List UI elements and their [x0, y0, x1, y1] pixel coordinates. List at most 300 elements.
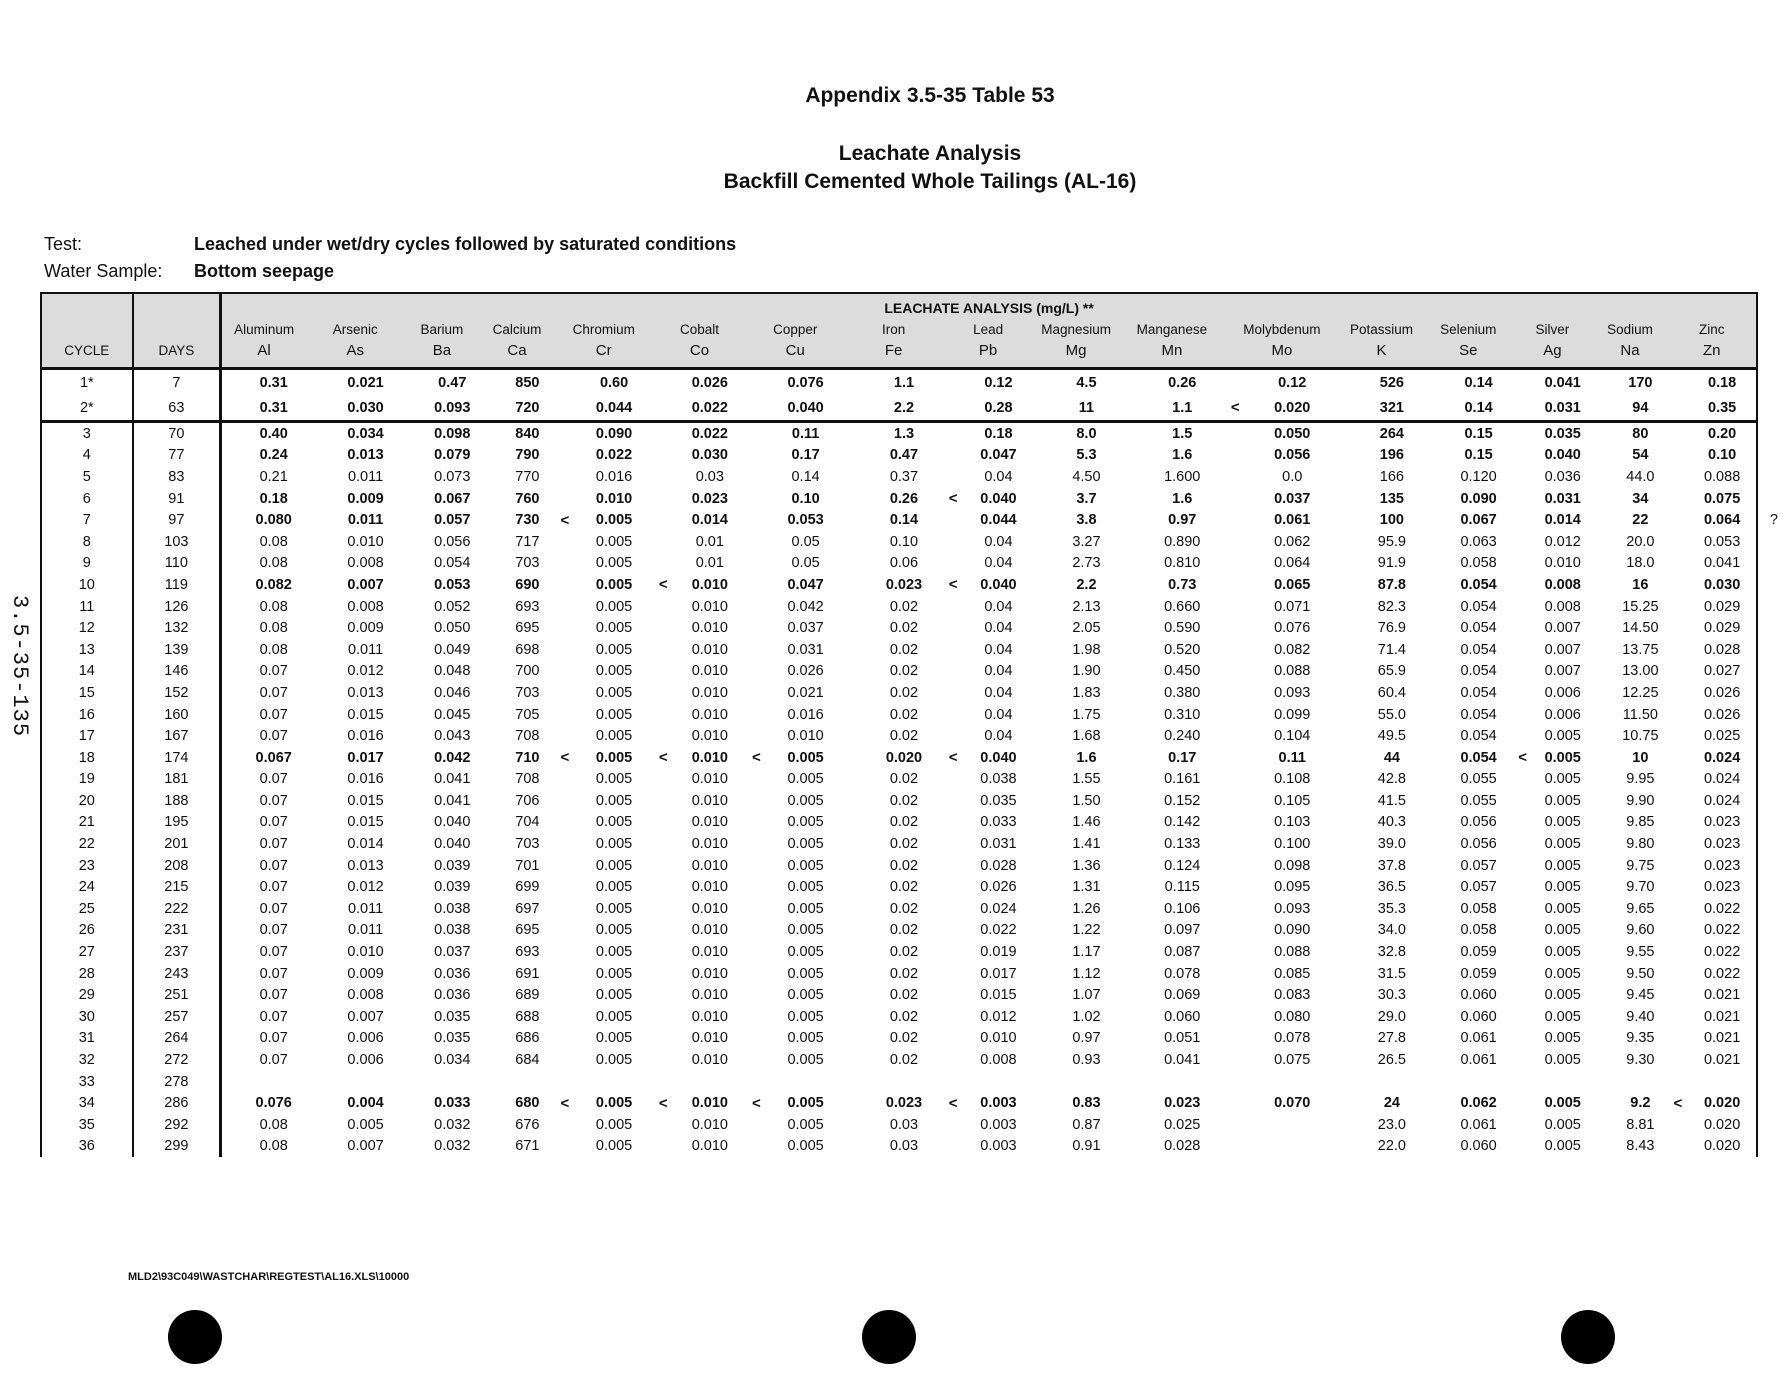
value-se: 0.054	[1460, 576, 1497, 593]
less-than-marker	[555, 704, 576, 726]
value-mn: 0.078	[1164, 965, 1201, 982]
value-mn: 0.025	[1164, 1116, 1201, 1133]
value-ag: 0.008	[1544, 598, 1581, 615]
element-symbol: Al	[257, 342, 271, 359]
less-than-marker	[404, 941, 425, 963]
cycle-cell: 11	[42, 596, 133, 618]
less-than-marker	[1424, 1049, 1445, 1071]
value-ag: 0.005	[1544, 879, 1581, 896]
less-than-marker	[306, 553, 327, 575]
value-co: 0.022	[691, 425, 728, 442]
value-ba: 0.057	[434, 512, 471, 529]
less-than-marker	[1668, 1114, 1689, 1136]
less-than-marker	[1225, 1092, 1246, 1114]
less-than-marker	[1033, 466, 1054, 488]
less-than-marker	[1512, 445, 1533, 467]
value-cu: 0.031	[787, 641, 824, 658]
value-co: 0.010	[691, 879, 728, 896]
table-row	[42, 920, 1756, 942]
less-than-marker	[844, 639, 865, 661]
less-than-marker	[1512, 769, 1533, 791]
less-than-marker: <	[948, 576, 958, 594]
less-than-marker	[1512, 596, 1533, 618]
table-row	[42, 369, 1756, 396]
element-symbol: Mo	[1271, 342, 1293, 359]
less-than-marker	[479, 639, 500, 661]
cycle-cell: 29	[42, 984, 133, 1006]
less-than-marker	[221, 1028, 242, 1050]
less-than-marker	[306, 1114, 327, 1136]
less-than-marker	[1339, 445, 1360, 467]
value-ca: 703	[515, 555, 540, 572]
less-than-marker	[1033, 395, 1054, 422]
less-than-marker	[1668, 422, 1689, 445]
less-than-marker	[306, 1006, 327, 1028]
value-co: 0.010	[691, 684, 728, 701]
value-k: 526	[1379, 374, 1404, 391]
value-mn: 0.142	[1164, 814, 1201, 831]
less-than-marker	[1339, 596, 1360, 618]
less-than-marker	[1225, 1006, 1246, 1028]
value-mn: 0.041	[1164, 1052, 1201, 1069]
value-na: 9.90	[1626, 792, 1655, 809]
less-than-marker	[404, 596, 425, 618]
value-cr: 0.005	[595, 1008, 633, 1025]
less-than-marker	[844, 963, 865, 985]
less-than-marker	[1668, 509, 1689, 531]
less-than-marker	[1424, 704, 1445, 726]
water-sample-label: Water Sample:	[44, 261, 163, 281]
value-zn: 0.041	[1703, 555, 1741, 572]
cycle-cell: 33	[42, 1071, 133, 1093]
element-symbol: Ca	[507, 342, 527, 359]
value-as: 0.014	[347, 836, 384, 853]
value-k: 55.0	[1377, 706, 1406, 723]
value-as: 0.004	[347, 1095, 384, 1112]
less-than-marker	[1512, 963, 1533, 985]
table-row	[42, 1006, 1756, 1028]
value-mg: 2.2	[1076, 576, 1097, 593]
value-ba: 0.043	[434, 728, 471, 745]
value-co: 0.010	[691, 1052, 728, 1069]
less-than-marker	[221, 1071, 242, 1093]
value-pb: 0.04	[984, 728, 1013, 745]
less-than-marker	[479, 395, 500, 422]
less-than-marker	[1033, 422, 1054, 445]
table-row	[42, 574, 1756, 596]
value-mn: 1.600	[1164, 468, 1201, 485]
element-symbol: Mn	[1161, 342, 1183, 359]
value-ba: 0.073	[434, 468, 471, 485]
cycle-cell: 25	[42, 898, 133, 920]
less-than-marker	[1424, 1092, 1445, 1114]
less-than-marker	[1424, 369, 1445, 396]
value-cu: 0.026	[787, 663, 824, 680]
value-na: 80	[1632, 425, 1649, 442]
value-ag: 0.005	[1544, 836, 1581, 853]
less-than-marker	[404, 1071, 425, 1093]
less-than-marker	[1512, 833, 1533, 855]
less-than-marker	[404, 984, 425, 1006]
less-than-marker	[1424, 617, 1445, 639]
value-fe: 0.26	[889, 490, 919, 507]
element-name: Calcium	[492, 322, 542, 337]
less-than-marker	[1119, 488, 1140, 510]
less-than-marker	[404, 1028, 425, 1050]
less-than-marker	[404, 395, 425, 422]
less-than-marker	[555, 1049, 576, 1071]
less-than-marker	[404, 1114, 425, 1136]
test-row	[44, 234, 736, 255]
less-than-marker	[479, 661, 500, 683]
less-than-marker: <	[1518, 749, 1527, 767]
less-than-marker	[221, 1006, 242, 1028]
value-mo: 0.105	[1274, 792, 1311, 809]
value-mn: 0.115	[1164, 879, 1200, 896]
value-mn: 0.17	[1168, 749, 1197, 766]
less-than-marker: <	[752, 1094, 761, 1112]
less-than-marker	[555, 596, 576, 618]
less-than-marker: <	[658, 749, 668, 767]
days-cell: 167	[133, 725, 221, 747]
value-cr: 0.005	[595, 620, 633, 637]
less-than-marker	[1339, 833, 1360, 855]
less-than-marker	[653, 369, 674, 396]
less-than-marker	[1512, 369, 1533, 396]
less-than-marker	[306, 876, 327, 898]
element-symbol: Pb	[978, 342, 998, 359]
cycle-cell: 4	[42, 445, 133, 467]
value-ba: 0.042	[434, 749, 471, 766]
less-than-marker	[1119, 812, 1140, 834]
less-than-marker	[1424, 531, 1445, 553]
element-symbol: Cr	[595, 342, 612, 359]
value-mn: 0.73	[1168, 576, 1197, 593]
cycle-header: CYCLE	[42, 319, 133, 369]
value-cr: 0.005	[595, 555, 633, 572]
value-zn: 0.021	[1703, 1052, 1741, 1069]
less-than-marker	[746, 725, 767, 747]
less-than-marker	[1119, 422, 1140, 445]
value-cu: 0.005	[787, 836, 824, 853]
value-fe: 1.3	[893, 425, 915, 442]
value-co: 0.010	[691, 944, 728, 961]
value-zn: 0.027	[1703, 663, 1741, 680]
value-mg: 1.26	[1072, 900, 1101, 917]
value-pb: 0.012	[980, 1008, 1017, 1025]
value-se: 0.059	[1460, 965, 1497, 982]
value-zn: 0.020	[1703, 1138, 1741, 1155]
less-than-marker	[746, 445, 767, 467]
less-than-marker	[306, 369, 327, 396]
less-than-marker	[746, 790, 767, 812]
value-k: 26.5	[1377, 1052, 1406, 1069]
element-symbol: As	[346, 342, 364, 359]
days-cell: 222	[133, 898, 221, 920]
element-header-copper	[746, 319, 844, 369]
less-than-marker	[746, 812, 767, 834]
less-than-marker	[479, 466, 500, 488]
value-ca: 704	[515, 814, 540, 831]
element-header-sodium	[1592, 319, 1667, 369]
element-name: Zinc	[1699, 322, 1725, 337]
less-than-marker	[555, 1071, 576, 1093]
less-than-marker	[1119, 855, 1140, 877]
value-cr: 0.005	[595, 576, 633, 593]
less-than-marker	[1033, 531, 1054, 553]
less-than-marker	[1424, 466, 1445, 488]
value-ba: 0.054	[434, 555, 471, 572]
value-as: 0.013	[347, 684, 384, 701]
days-cell: 160	[133, 704, 221, 726]
value-cr: 0.005	[595, 641, 633, 658]
value-al: 0.082	[255, 576, 292, 593]
less-than-marker	[479, 833, 500, 855]
value-na: 20.0	[1626, 533, 1655, 550]
value-ag: 0.005	[1544, 987, 1581, 1004]
less-than-marker	[1225, 639, 1246, 661]
less-than-marker	[1119, 553, 1140, 575]
value-as: 0.009	[347, 620, 384, 637]
less-than-marker	[943, 984, 964, 1006]
value-se: 0.054	[1460, 728, 1497, 745]
punch-hole	[862, 1310, 916, 1364]
less-than-marker	[1424, 812, 1445, 834]
table-row	[42, 898, 1756, 920]
value-as: 0.008	[347, 598, 384, 615]
value-as: 0.015	[347, 792, 384, 809]
less-than-marker	[306, 725, 327, 747]
less-than-marker	[653, 509, 674, 531]
less-than-marker	[844, 488, 865, 510]
less-than-marker	[1033, 984, 1054, 1006]
value-ag: 0.005	[1544, 814, 1581, 831]
value-zn: 0.026	[1703, 706, 1741, 723]
value-al: 0.07	[259, 965, 288, 982]
less-than-marker	[1119, 963, 1140, 985]
value-cr: 0.022	[595, 447, 633, 464]
value-al: 0.07	[259, 1052, 288, 1069]
less-than-marker	[404, 1136, 425, 1158]
leachate-group-header: LEACHATE ANALYSIS (mg/L) **	[221, 294, 1756, 319]
value-al: 0.07	[259, 771, 288, 788]
value-k: 166	[1379, 468, 1404, 485]
days-cell: 243	[133, 963, 221, 985]
value-al: 0.080	[255, 512, 292, 529]
value-mg: 1.41	[1072, 836, 1101, 853]
value-cu: 0.005	[787, 965, 824, 982]
less-than-marker	[555, 531, 576, 553]
element-header-aluminum	[221, 319, 306, 369]
less-than-marker	[1668, 639, 1689, 661]
value-mg	[1054, 1071, 1119, 1093]
element-header-molybdenum	[1225, 319, 1339, 369]
value-zn: 0.030	[1703, 576, 1741, 593]
less-than-marker	[404, 369, 425, 396]
value-ag: 0.005	[1544, 857, 1581, 874]
value-ba: 0.079	[434, 447, 471, 464]
value-mg: 5.3	[1076, 447, 1097, 464]
less-than-marker	[1033, 769, 1054, 791]
less-than-marker	[943, 855, 964, 877]
less-than-marker	[306, 422, 327, 445]
value-pb: 0.04	[984, 663, 1013, 680]
value-mo: 0.12	[1278, 374, 1307, 391]
value-cr: 0.005	[595, 1052, 633, 1069]
value-al: 0.08	[259, 1138, 288, 1155]
value-mo: 0.100	[1274, 836, 1311, 853]
value-fe: 0.10	[889, 533, 919, 550]
value-na: 8.81	[1626, 1116, 1655, 1133]
value-as: 0.009	[347, 965, 384, 982]
value-al: 0.07	[259, 879, 288, 896]
value-cu: 0.040	[767, 395, 845, 422]
element-name: Iron	[881, 322, 906, 337]
value-mg: 1.12	[1072, 965, 1101, 982]
value-se: 0.057	[1460, 879, 1497, 896]
value-pb: 0.04	[984, 468, 1013, 485]
value-k: 22.0	[1377, 1138, 1406, 1155]
days-cell: 272	[133, 1049, 221, 1071]
value-mo	[1246, 1114, 1339, 1136]
value-mn: 1.6	[1172, 490, 1193, 507]
value-al: 0.40	[259, 425, 288, 442]
less-than-marker	[1424, 898, 1445, 920]
value-fe: 0.02	[889, 1030, 919, 1047]
less-than-marker	[1119, 1092, 1140, 1114]
less-than-marker	[746, 466, 767, 488]
value-fe: 0.47	[889, 447, 919, 464]
less-than-marker	[844, 1028, 865, 1050]
element-header-arsenic	[306, 319, 404, 369]
less-than-marker	[943, 1071, 964, 1093]
value-co	[674, 1071, 746, 1093]
value-ag: 0.005	[1544, 771, 1581, 788]
value-zn: 0.024	[1703, 771, 1741, 788]
test-label: Test:	[44, 234, 83, 254]
value-ag: 0.008	[1544, 576, 1581, 593]
value-se: 0.061	[1460, 1116, 1497, 1133]
less-than-marker	[943, 466, 964, 488]
value-al: 0.08	[259, 598, 288, 615]
value-se: 0.057	[1460, 857, 1497, 874]
value-mo: 0.085	[1274, 965, 1311, 982]
less-than-marker	[555, 725, 576, 747]
value-ca: 850	[515, 374, 540, 391]
value-ba: 0.040	[434, 814, 471, 831]
table-row	[42, 941, 1756, 963]
value-se: 0.055	[1460, 792, 1497, 809]
value-cu: 0.010	[787, 728, 824, 745]
less-than-marker	[653, 466, 674, 488]
less-than-marker	[1512, 466, 1533, 488]
cycle-cell: 20	[42, 790, 133, 812]
less-than-marker	[943, 596, 964, 618]
value-co: 0.010	[691, 620, 728, 637]
value-ag: 0.005	[1544, 1008, 1581, 1025]
value-k: 31.5	[1377, 965, 1406, 982]
value-al: 0.07	[259, 944, 288, 961]
value-cu: 0.005	[787, 879, 824, 896]
value-co: 0.010	[691, 922, 728, 939]
table-row	[42, 769, 1756, 791]
less-than-marker	[1033, 1136, 1054, 1158]
less-than-marker	[1424, 1006, 1445, 1028]
less-than-marker	[653, 963, 674, 985]
less-than-marker	[1033, 941, 1054, 963]
less-than-marker	[653, 488, 674, 510]
less-than-marker	[1339, 1136, 1360, 1158]
less-than-marker	[404, 553, 425, 575]
value-se: 0.15	[1464, 425, 1493, 442]
less-than-marker	[479, 941, 500, 963]
value-cu: 0.005	[787, 1116, 824, 1133]
value-ca: 790	[515, 447, 540, 464]
value-se: 0.060	[1460, 1138, 1497, 1155]
less-than-marker	[1225, 790, 1246, 812]
less-than-marker	[1225, 553, 1246, 575]
value-se: 0.14	[1445, 395, 1512, 422]
less-than-marker	[1119, 920, 1140, 942]
less-than-marker	[1339, 984, 1360, 1006]
value-se: 0.120	[1460, 468, 1497, 485]
value-se	[1445, 1071, 1512, 1093]
value-cr: 0.090	[595, 425, 633, 442]
element-symbol: Ag	[1543, 342, 1562, 359]
value-na: 13.00	[1622, 663, 1659, 680]
value-ag: 0.005	[1544, 1030, 1581, 1047]
value-zn: 0.075	[1703, 490, 1741, 507]
value-zn: 0.022	[1703, 965, 1741, 982]
value-se: 0.054	[1460, 663, 1497, 680]
value-ca: 760	[515, 490, 540, 507]
value-mn: 0.124	[1164, 857, 1201, 874]
less-than-marker	[746, 369, 767, 396]
days-cell: 195	[133, 812, 221, 834]
value-as: 0.007	[347, 1008, 384, 1025]
less-than-marker	[844, 369, 865, 396]
less-than-marker	[555, 941, 576, 963]
value-k: 76.9	[1377, 620, 1406, 637]
value-mg: 1.31	[1072, 879, 1101, 896]
cycle-cell: 34	[42, 1092, 133, 1114]
value-ag: 0.006	[1544, 706, 1581, 723]
table-row	[42, 596, 1756, 618]
less-than-marker	[555, 422, 576, 445]
value-fe: 2.2	[865, 395, 943, 422]
value-se: 0.055	[1460, 771, 1497, 788]
less-than-marker	[653, 639, 674, 661]
less-than-marker	[1424, 395, 1445, 422]
less-than-marker	[1512, 574, 1533, 596]
value-na: 9.60	[1626, 922, 1655, 939]
less-than-marker	[479, 596, 500, 618]
value-ca: 703	[515, 836, 540, 853]
less-than-marker	[1339, 661, 1360, 683]
less-than-marker	[1592, 984, 1613, 1006]
value-al: 0.07	[259, 857, 288, 874]
value-pb: 0.04	[984, 641, 1013, 658]
value-pb: 0.008	[980, 1052, 1017, 1069]
value-se: 0.054	[1460, 620, 1497, 637]
value-zn: 0.024	[1703, 792, 1741, 809]
table-subtitle: Leachate Analysis	[838, 142, 1022, 165]
less-than-marker	[746, 661, 767, 683]
value-k: 321	[1360, 395, 1425, 422]
less-than-marker	[1339, 1114, 1360, 1136]
value-zn: 0.023	[1703, 814, 1741, 831]
less-than-marker	[653, 1071, 674, 1093]
